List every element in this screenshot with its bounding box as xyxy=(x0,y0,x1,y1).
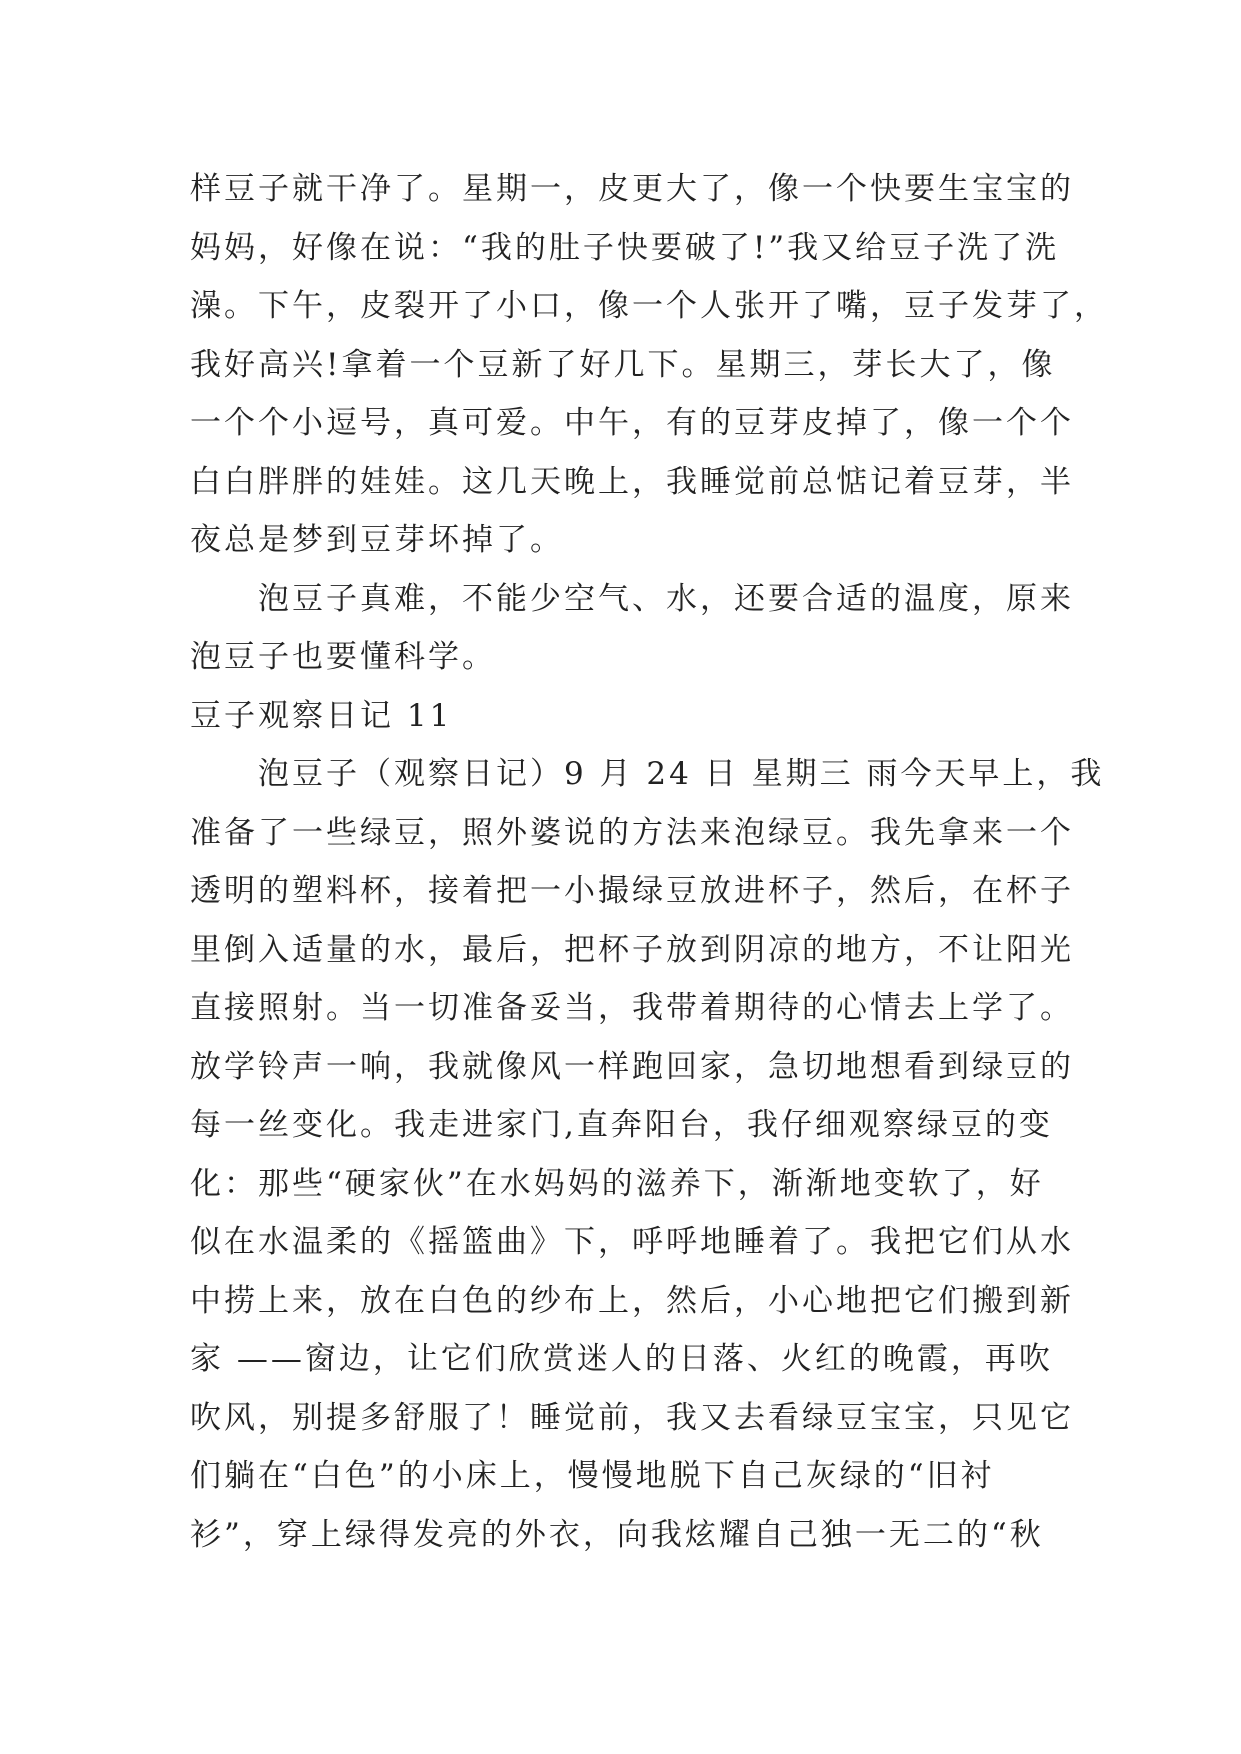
text-line: 样豆子就干净了。星期一，皮更大了，像一个快要生宝宝的 xyxy=(190,171,1074,207)
text-line: 化：那些“硬家伙”在水妈妈的滋养下，渐渐地变软了，好 xyxy=(190,1165,1044,1202)
section-heading: 豆子观察日记 11 xyxy=(190,697,453,734)
text-line: 家 ——窗边，让它们欣赏迷人的日落、火红的晚霞，再吹 xyxy=(190,1341,1053,1377)
text-line: 们躺在“白色”的小床上，慢慢地脱下自己灰绿的“旧衬 xyxy=(190,1458,995,1494)
text-line: 泡豆子（观察日记）9 月 24 日 星期三 雨今天早上，我 xyxy=(190,756,1105,792)
text-line: 里倒入适量的水，最后，把杯子放到阴凉的地方，不让阳光 xyxy=(190,931,1074,968)
text-line: 一个个小逗号，真可爱。中午，有的豆芽皮掉了，像一个个 xyxy=(190,405,1074,441)
text-line: 澡。下午，皮裂开了小口，像一个人张开了嘴，豆子发芽了， xyxy=(190,288,1108,324)
text-line: 泡豆子也要懂科学。 xyxy=(190,639,496,675)
text-line: 吹风，别提多舒服了！睡觉前，我又去看绿豆宝宝，只见它 xyxy=(190,1399,1074,1436)
text-line: 放学铃声一响，我就像风一样跑回家，急切地想看到绿豆的 xyxy=(190,1048,1074,1085)
text-line: 透明的塑料杯，接着把一小撮绿豆放进杯子，然后，在杯子 xyxy=(190,873,1074,909)
text-line: 直接照射。当一切准备妥当，我带着期待的心情去上学了。 xyxy=(190,990,1074,1026)
text-line: 夜总是梦到豆芽坏掉了。 xyxy=(190,522,564,558)
text-line: 妈妈，好像在说：“我的肚子快要破了!”我又给豆子洗了洗 xyxy=(190,229,1060,266)
text-line: 每一丝变化。我走进家门,直奔阳台，我仔细观察绿豆的变 xyxy=(190,1107,1053,1143)
text-line: 我好高兴!拿着一个豆新了好几下。星期三，芽长大了，像 xyxy=(190,346,1056,383)
text-line: 泡豆子真难，不能少空气、水，还要合适的温度，原来 xyxy=(190,580,1074,617)
text-line: 衫”，穿上绿得发亮的外衣，向我炫耀自己独一无二的“秋 xyxy=(190,1516,1044,1553)
text-line: 中捞上来，放在白色的纱布上，然后，小心地把它们搬到新 xyxy=(190,1282,1074,1319)
text-line: 准备了一些绿豆，照外婆说的方法来泡绿豆。我先拿来一个 xyxy=(190,814,1074,851)
body-text xyxy=(190,160,1108,1564)
text-line: 白白胖胖的娃娃。这几天晚上，我睡觉前总惦记着豆芽，半 xyxy=(190,463,1074,500)
text-line: 似在水温柔的《摇篮曲》下，呼呼地睡着了。我把它们从水 xyxy=(190,1224,1074,1260)
